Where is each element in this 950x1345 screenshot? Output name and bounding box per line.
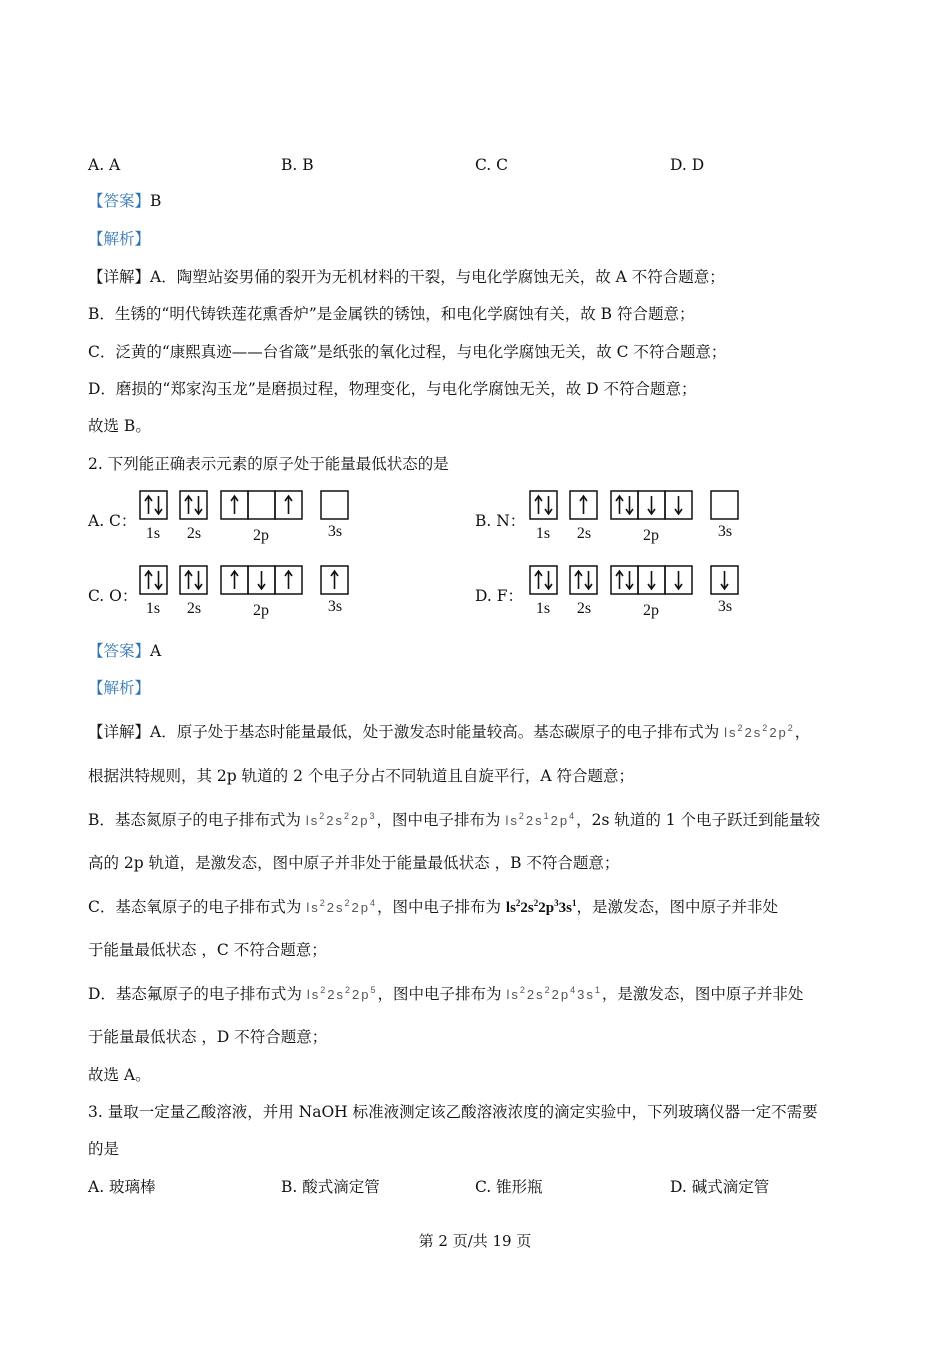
q2-detail-d-line2: 于能量最低状态 ，D 不符合题意； xyxy=(88,1028,328,1046)
q2-detail-d-line1: D．基态氟原子的电子排布式为 $ls^22s^22p^5$，图中电子排布为 $ls^22s^22p^43s^1$，是激发态，图中原子并非处 xyxy=(88,985,804,1003)
option-b-1s-box xyxy=(530,491,557,519)
option-b-label-3s: 3s xyxy=(717,523,733,540)
option-d-label-2s: 2s xyxy=(576,600,592,617)
q2-detail-a-line1: 【详解】A．原子处于基态时能量最低，处于激发态时能量较高。基态碳原子的电子排布式为 $ls^22s^22p^2$， xyxy=(88,723,811,741)
q2-option-d-label: D. F： xyxy=(475,587,523,605)
option-a-2p-box-2 xyxy=(248,491,275,519)
q2-option-b-diagram xyxy=(525,488,750,548)
q1-option-b: B. B xyxy=(281,156,314,174)
option-b-2p-box-1-arrow-2 xyxy=(626,496,633,514)
option-a-1s-box-arrow-2 xyxy=(155,496,162,514)
option-c-2p-box-3-arrow-1 xyxy=(285,571,292,589)
option-d-2s-box xyxy=(570,566,597,594)
q2-option-c-diagram xyxy=(135,563,360,623)
option-b-label-1s: 1s xyxy=(535,525,551,542)
q2-option-a-label: A. C： xyxy=(88,512,137,530)
option-a-2s-box xyxy=(180,491,207,519)
q1-detail-a: 【详解】A．陶塑站姿男俑的裂开为无机材料的干裂，与电化学腐蚀无关，故 A 不符合题意； xyxy=(88,268,725,286)
option-a-2p-box-1-arrow-1 xyxy=(231,496,238,514)
q2-conclusion: 故选 A。 xyxy=(88,1066,151,1084)
option-d-2p-box-1 xyxy=(611,566,638,594)
q2-answer: 【答案】A xyxy=(88,642,162,660)
option-b-2s-box-arrow-1 xyxy=(580,496,587,514)
option-d-2p-box-1-arrow-2 xyxy=(626,571,633,589)
q1-option-c: C. C xyxy=(475,156,509,174)
option-c-label-2p: 2p xyxy=(253,602,269,619)
option-a-2s-box-arrow-1 xyxy=(185,496,192,514)
option-b-2p-box-2-arrow-1 xyxy=(648,496,655,514)
option-d-2p-box-3-arrow-1 xyxy=(675,571,682,589)
option-c-2p-box-2-arrow-1 xyxy=(258,571,265,589)
option-a-2s-box-arrow-2 xyxy=(195,496,202,514)
option-b-2p-box-1-arrow-1 xyxy=(616,496,623,514)
option-b-1s-box-arrow-2 xyxy=(545,496,552,514)
option-a-label-2s: 2s xyxy=(186,525,202,542)
q3-option-b: B. 酸式滴定管 xyxy=(281,1178,380,1196)
q2-option-c-label: C. O： xyxy=(88,587,138,605)
option-b-1s-box-arrow-1 xyxy=(535,496,542,514)
option-a-label-2p: 2p xyxy=(253,527,269,544)
option-a-label-1s: 1s xyxy=(145,525,161,542)
q1-answer: 【答案】B xyxy=(88,192,162,210)
option-d-2p-box-2-arrow-1 xyxy=(648,571,655,589)
option-c-label-1s: 1s xyxy=(145,600,161,617)
q3-option-c: C. 锥形瓶 xyxy=(475,1178,543,1196)
q3-title-line1: 3. 量取一定量乙酸溶液，并用 NaOH 标准液测定该乙酸溶液浓度的滴定实验中，下列玻璃仪器一定不需要 xyxy=(88,1103,818,1121)
option-c-1s-box-arrow-2 xyxy=(155,571,162,589)
q1-analysis-tag: 【解析】 xyxy=(88,230,151,248)
option-a-3s-box xyxy=(321,491,348,519)
q2-title: 2. 下列能正确表示元素的原子处于能量最低状态的是 xyxy=(88,455,449,473)
q1-conclusion: 故选 B。 xyxy=(88,417,151,435)
q3-option-a: A. 玻璃棒 xyxy=(88,1178,156,1196)
option-a-2p-box-3-arrow-1 xyxy=(285,496,292,514)
option-b-2p-box-1 xyxy=(611,491,638,519)
option-d-label-1s: 1s xyxy=(535,600,551,617)
option-d-1s-box xyxy=(530,566,557,594)
q1-detail-c: C．泛黄的“康熙真迹——台省箴”是纸张的氧化过程，与电化学腐蚀无关，故 C 不符合题意； xyxy=(88,343,727,361)
option-b-label-2p: 2p xyxy=(643,527,659,544)
q2-detail-c-line2: 于能量最低状态 ，C 不符合题意； xyxy=(88,941,327,959)
q2-detail-a-line2: 根据洪特规则，其 2p 轨道的 2 个电子分占不同轨道且自旋平行，A 符合题意； xyxy=(88,767,634,785)
option-a-1s-box xyxy=(140,491,167,519)
option-c-2s-box xyxy=(180,566,207,594)
option-c-label-3s: 3s xyxy=(327,598,343,615)
option-d-3s-box-arrow-1 xyxy=(721,571,728,589)
q2-option-a-diagram xyxy=(135,488,360,548)
q2-option-d-diagram xyxy=(525,563,750,623)
option-c-label-2s: 2s xyxy=(186,600,202,617)
option-d-2s-box-arrow-1 xyxy=(575,571,582,589)
page-footer: 第 2 页/共 19 页 xyxy=(418,1232,532,1250)
q1-option-d: D. D xyxy=(670,156,705,174)
q3-option-d: D. 碱式滴定管 xyxy=(670,1178,770,1196)
option-c-2s-box-arrow-1 xyxy=(185,571,192,589)
option-c-1s-box-arrow-1 xyxy=(145,571,152,589)
q2-analysis-tag: 【解析】 xyxy=(88,679,151,697)
option-d-1s-box-arrow-2 xyxy=(545,571,552,589)
option-b-label-2s: 2s xyxy=(576,525,592,542)
option-d-label-2p: 2p xyxy=(643,602,659,619)
q1-detail-d: D．磨损的“郑家沟玉龙”是磨损过程，物理变化，与电化学腐蚀无关，故 D 不符合题意； xyxy=(88,380,697,398)
option-b-3s-box xyxy=(711,491,738,519)
q1-detail-b: B．生锈的“明代铸铁莲花熏香炉”是金属铁的锈蚀，和电化学腐蚀有关，故 B 符合题意； xyxy=(88,305,695,323)
option-d-2p-box-1-arrow-1 xyxy=(616,571,623,589)
option-d-1s-box-arrow-1 xyxy=(535,571,542,589)
option-b-2p-box-3-arrow-1 xyxy=(675,496,682,514)
option-c-2s-box-arrow-2 xyxy=(195,571,202,589)
q2-detail-b-line2: 高的 2p 轨道，是激发态，图中原子并非处于能量最低状态 ，B 不符合题意； xyxy=(88,854,620,872)
q1-option-a: A. A xyxy=(88,156,121,174)
option-d-label-3s: 3s xyxy=(717,598,733,615)
option-d-2s-box-arrow-2 xyxy=(585,571,592,589)
q2-detail-c-line1: C．基态氧原子的电子排布式为 $ls^22s^22p^4$，图中电子排布为 $ls^22s^22p^33s^1$，是激发态，图中原子并非处 xyxy=(88,898,778,916)
option-c-2p-box-1-arrow-1 xyxy=(231,571,238,589)
option-a-1s-box-arrow-1 xyxy=(145,496,152,514)
q2-option-b-label: B. N： xyxy=(475,512,526,530)
q2-detail-b-line1: B．基态氮原子的电子排布式为 $ls^22s^22p^3$，图中电子排布为 $ls^22s^12p^4$，2s 轨道的 1 个电子跃迁到能量较 xyxy=(88,811,821,829)
option-c-3s-box-arrow-1 xyxy=(331,571,338,589)
option-c-1s-box xyxy=(140,566,167,594)
option-a-label-3s: 3s xyxy=(327,523,343,540)
q3-title-line2: 的是 xyxy=(88,1140,120,1158)
